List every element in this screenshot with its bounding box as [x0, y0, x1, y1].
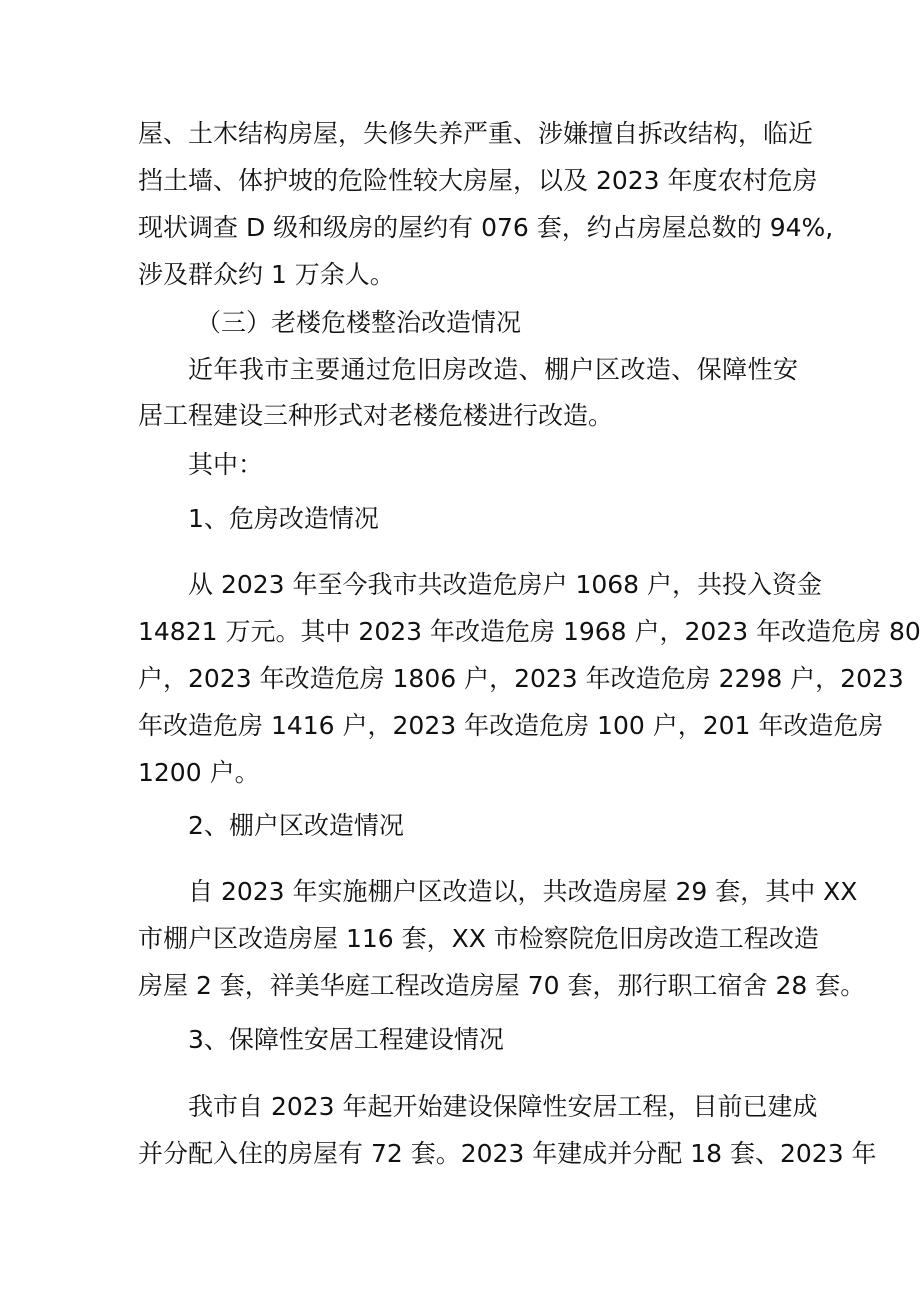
item-3-line-1: 我市自 2023 年起开始建设保障性安居工程，目前已建成: [188, 1092, 818, 1121]
item-1-title: 1、危房改造情况: [188, 504, 379, 533]
item-1-line-4: 年改造危房 1416 户，2023 年改造危房 100 户，201 年改造危房: [138, 711, 884, 740]
paragraph-2-line-1: 近年我市主要通过危旧房改造、棚户区改造、保障性安: [188, 355, 798, 384]
paragraph-2-line-2: 居工程建设三种形式对老楼危楼进行改造。: [138, 401, 614, 430]
item-2-line-1: 自 2023 年实施棚户区改造以，共改造房屋 29 套，其中 XX: [188, 877, 858, 906]
item-1-line-5: 1200 户。: [138, 758, 260, 787]
item-1-line-2: 14821 万元。其中 2023 年改造危房 1968 户，2023 年改造危房 80: [138, 617, 921, 646]
section-heading: （三）老楼危楼整治改造情况: [196, 308, 522, 337]
item-1-line-1: 从 2023 年至今我市共改造危房户 1068 户，共投入资金: [188, 570, 823, 599]
paragraph-1-line-4: 涉及群众约 1 万余人。: [138, 260, 395, 289]
item-2-title: 2、棚户区改造情况: [188, 811, 404, 840]
item-2-line-3: 房屋 2 套，祥美华庭工程改造房屋 70 套，那行职工宿舍 28 套。: [138, 971, 866, 1000]
item-3-line-2: 并分配入住的房屋有 72 套。2023 年建成并分配 18 套、2023 年: [138, 1139, 877, 1168]
item-2-line-2: 市棚户区改造房屋 116 套，XX 市检察院危旧房改造工程改造: [138, 924, 819, 953]
item-1-line-3: 户，2023 年改造危房 1806 户，2023 年改造危房 2298 户，2023: [138, 664, 904, 693]
paragraph-1-line-1: 屋、土木结构房屋，失修失养严重、涉嫌擅自拆改结构，临近: [138, 119, 814, 148]
paragraph-1-line-2: 挡土墙、体护坡的危险性较大房屋，以及 2023 年度农村危房: [138, 166, 818, 195]
item-3-title: 3、保障性安居工程建设情况: [188, 1025, 504, 1054]
among-label: 其中：: [188, 450, 264, 479]
paragraph-1-line-3: 现状调查 D 级和级房的屋约有 076 套，约占房屋总数的 94%,: [138, 213, 834, 242]
